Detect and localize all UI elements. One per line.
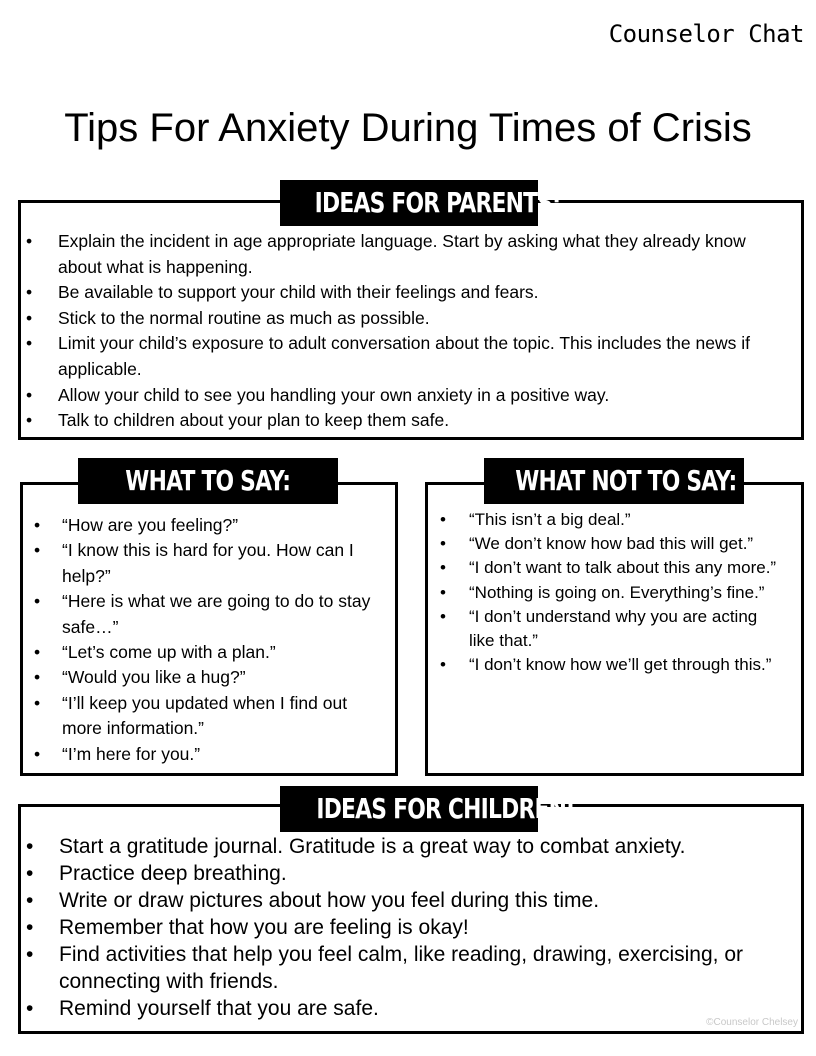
list-item: • Find activities that help you feel calm, like reading, drawing, exercising, or connecting with friends. (40, 941, 780, 995)
list-item: • “I don’t want to talk about this any more.” (454, 556, 784, 580)
children-heading: IDEAS FOR CHILDREN: (280, 786, 538, 832)
page-title: Tips For Anxiety During Times of Crisis (64, 106, 752, 150)
what-to-say-heading: WHAT TO SAY: (78, 458, 338, 504)
list-item: • “I know this is hard for you. How can I help?” (48, 538, 378, 589)
copyright-watermark: ©Counselor Chelsey (706, 1017, 798, 1028)
list-item: • “Would you like a hug?” (48, 665, 378, 690)
children-list (40, 833, 780, 1022)
list-item: • “This isn’t a big deal.” (454, 508, 784, 532)
what-to-say-list (48, 513, 378, 767)
list-item: • Limit your child’s exposure to adult conversation about the topic. This includes the news if applicable. (40, 331, 780, 382)
list-item: • “Nothing is going on. Everything’s fine.” (454, 581, 784, 605)
parents-heading: IDEAS FOR PARENTS: (280, 180, 538, 226)
list-item: • Start a gratitude journal. Gratitude is a great way to combat anxiety. (40, 833, 780, 860)
list-item: • Write or draw pictures about how you feel during this time. (40, 887, 780, 914)
list-item: • “I’ll keep you updated when I find out more information.” (48, 691, 378, 742)
list-item: • “I don’t understand why you are acting like that.” (454, 605, 784, 653)
list-item: • Practice deep breathing. (40, 860, 780, 887)
list-item: • “I’m here for you.” (48, 742, 378, 767)
parents-list (40, 229, 780, 434)
list-item: • Remind yourself that you are safe. (40, 995, 780, 1022)
list-item: • “We don’t know how bad this will get.” (454, 532, 784, 556)
list-item: • Remember that how you are feeling is okay! (40, 914, 780, 941)
list-item: • Explain the incident in age appropriate language. Start by asking what they already know about what is happening. (40, 229, 780, 280)
list-item: • “I don’t know how we’ll get through this.” (454, 653, 784, 677)
list-item: • Talk to children about your plan to keep them safe. (40, 408, 780, 434)
list-item: • “Here is what we are going to do to stay safe…” (48, 589, 378, 640)
list-item: • “How are you feeling?” (48, 513, 378, 538)
list-item: • Be available to support your child with their feelings and fears. (40, 280, 780, 306)
list-item: • “Let’s come up with a plan.” (48, 640, 378, 665)
list-item: • Allow your child to see you handling your own anxiety in a positive way. (40, 383, 780, 409)
brand-name: Counselor Chat (608, 20, 804, 48)
what-not-to-say-heading: WHAT NOT TO SAY: (484, 458, 744, 504)
what-not-to-say-list (454, 508, 784, 677)
list-item: • Stick to the normal routine as much as possible. (40, 306, 780, 332)
